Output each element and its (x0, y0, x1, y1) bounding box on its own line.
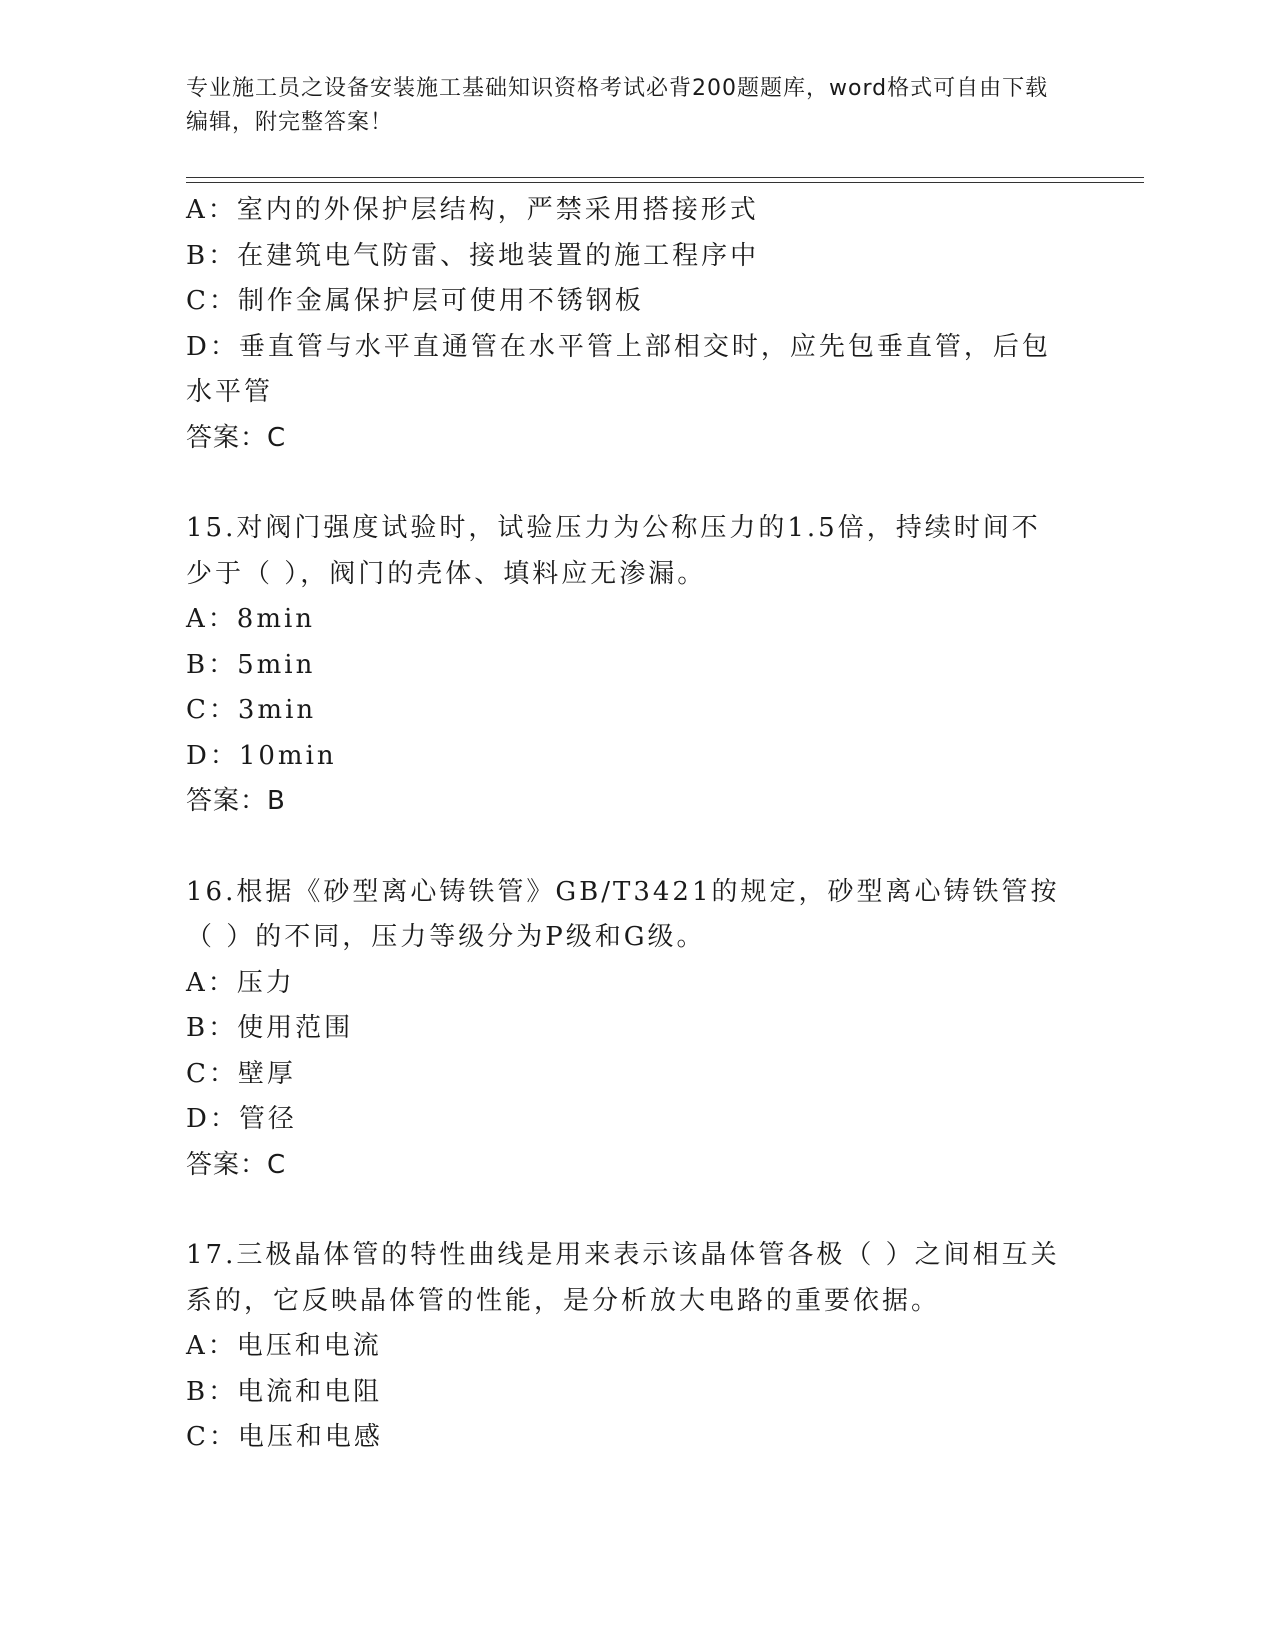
option-b: B：5min (186, 649, 316, 680)
option-d: D：垂直管与水平直通管在水平管上部相交时，应先包垂直管，后包水平管 (186, 331, 1051, 407)
option-a: A：电压和电流 (186, 1331, 382, 1361)
option-a: A：8min (186, 604, 316, 634)
question-text: 16.根据《砂型离心铸铁管》GB/T3421的规定，砂型离心铸铁管按（ ）的不同，压力等级分为P级和G级。 (186, 876, 1060, 952)
question-text: 17.三极晶体管的特性曲线是用来表示该晶体管各极（ ）之间相互关系的，它反映晶体管的性能，是分析放大电路的重要依据。 (186, 1240, 1060, 1316)
option-b: B：使用范围 (186, 1013, 354, 1043)
document-header (186, 72, 1066, 140)
option-d: D：管径 (186, 1104, 297, 1134)
option-c: C：3min (186, 695, 317, 725)
question-block (186, 1233, 1086, 1461)
question-block (186, 870, 1086, 1189)
question-content (186, 188, 1086, 1461)
answer: 答案：C (186, 1149, 287, 1180)
question-block (186, 188, 1086, 461)
option-b: B：在建筑电气防雷、接地装置的施工程序中 (186, 240, 760, 271)
option-a: A：室内的外保护层结构，严禁采用搭接形式 (186, 195, 759, 225)
option-c: C：电压和电感 (186, 1422, 383, 1452)
option-c: C：壁厚 (186, 1058, 296, 1089)
header-divider-bottom (186, 182, 1144, 183)
answer: 答案：C (186, 422, 287, 453)
option-b: B：电流和电阻 (186, 1376, 383, 1407)
option-a: A：压力 (186, 967, 295, 998)
question-text: 15.对阀门强度试验时，试验压力为公称压力的1.5倍，持续时间不少于（ ），阀门的壳体、填料应无渗漏。 (186, 513, 1041, 589)
option-c: C：制作金属保护层可使用不锈钢板 (186, 286, 644, 316)
question-block (186, 506, 1086, 825)
header-title: 专业施工员之设备安装施工基础知识资格考试必背200题题库，word格式可自由下载编辑，附完整答案！ (186, 76, 1049, 135)
header-divider-top (186, 177, 1144, 178)
answer: 答案：B (186, 786, 286, 816)
option-d: D：10min (186, 740, 337, 771)
